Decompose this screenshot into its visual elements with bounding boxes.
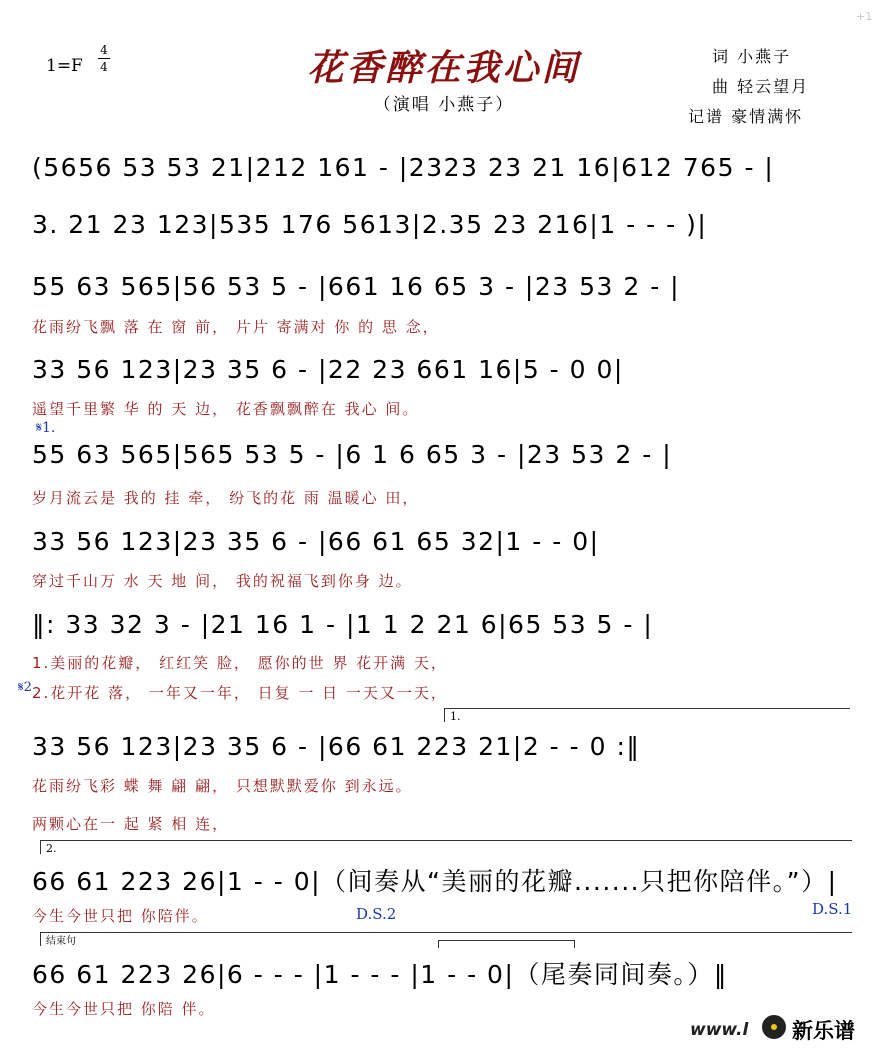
ending-label: 结束句: [46, 936, 76, 947]
score-row-9: 66 61 223 26|1 - - 0|（间奏从“美丽的花瓣.......只把你陪伴。”）|: [32, 867, 838, 896]
score-row-4: 33 56 123|23 35 6 - |22 23 661 16|5 - 0 0|: [32, 355, 624, 384]
lyric-row-6: 穿过千山万 水 天 地 间， 我的祝福飞到你身 边。: [32, 572, 413, 590]
watermark-brand: 新乐谱: [792, 1019, 855, 1043]
lyric-row-8-verse-1: 花雨纷飞彩 蝶 舞 翩 翩， 只想默默爱你 到永远。: [32, 777, 413, 795]
lyric-row-10: 今生今世只把 你陪 伴。: [32, 1000, 216, 1018]
transcriber-credit: 记谱 豪情满怀: [688, 107, 804, 126]
volta-2-label: 2.: [46, 842, 57, 855]
ds1-mark: D.S.1: [812, 900, 853, 918]
lyric-row-8-verse-2: 两颗心在一 起 紧 相 连，: [32, 815, 230, 833]
song-title: 花香醉在我心间: [307, 47, 581, 89]
composer-credit: 曲 轻云望月: [712, 77, 810, 96]
lyric-row-5: 岁月流云是 我的 挂 牵， 纷飞的花 雨 温暖心 田，: [32, 489, 420, 507]
lyric-row-7-verse-1: 1.美丽的花瓣， 红红笑 脸， 愿你的世 界 花开满 天，: [32, 654, 448, 672]
segno-1-mark: 𝄋1.: [36, 420, 56, 436]
record-logo-icon: [762, 1015, 786, 1039]
time-signature-top: 4: [100, 43, 108, 57]
score-row-1: (5656 53 53 21|212 161 - |2323 23 21 16|612 765 - |: [32, 153, 775, 182]
volta-1-label: 1.: [450, 710, 461, 723]
score-row-6: 33 56 123|23 35 6 - |66 61 65 32|1 - - 0|: [32, 527, 600, 556]
score-row-7: ‖: 33 32 3 - |21 16 1 - |1 1 2 21 6|65 53 5 - |: [32, 610, 654, 639]
lyric-row-3: 花雨纷飞飘 落 在 窗 前， 片片 寄满对 你 的 思 念，: [32, 318, 440, 336]
ds2-mark: D.S.2: [356, 905, 397, 923]
score-row-10: 66 61 223 26|6 - - - |1 - - - |1 - - 0|（尾奏同间奏。）‖: [32, 960, 728, 989]
segno-2-mark: 𝄋2: [18, 680, 32, 695]
score-row-2: 3. 21 23 123|535 176 5613|2.35 23 216|1 - - - )|: [32, 210, 708, 239]
lyric-row-9: 今生今世只把 你陪伴。: [32, 907, 209, 925]
corner-mark: +1: [856, 10, 873, 23]
lyric-row-4: 遥望千里繁 华 的 天 边， 花香飘飘醉在 我心 间。: [32, 400, 420, 418]
lyric-row-7-verse-2: 2.花开花 落， 一年又一年， 日复 一 日 一天又一天，: [32, 684, 448, 702]
score-row-5: 55 63 565|565 53 5 - |6 1 6 65 3 - |23 53 2 - |: [32, 440, 673, 469]
time-signature-bottom: 4: [100, 60, 108, 74]
key-signature: 1=F: [46, 56, 83, 76]
score-row-3: 55 63 565|56 53 5 - |661 16 65 3 - |23 53 2 - |: [32, 272, 681, 301]
lyricist-credit: 词 小燕子: [712, 47, 792, 66]
watermark-url: www.l: [690, 1020, 749, 1040]
score-row-8: 33 56 123|23 35 6 - |66 61 223 21|2 - - 0 :‖: [32, 732, 641, 761]
song-subtitle: （演唱 小燕子）: [373, 95, 515, 115]
